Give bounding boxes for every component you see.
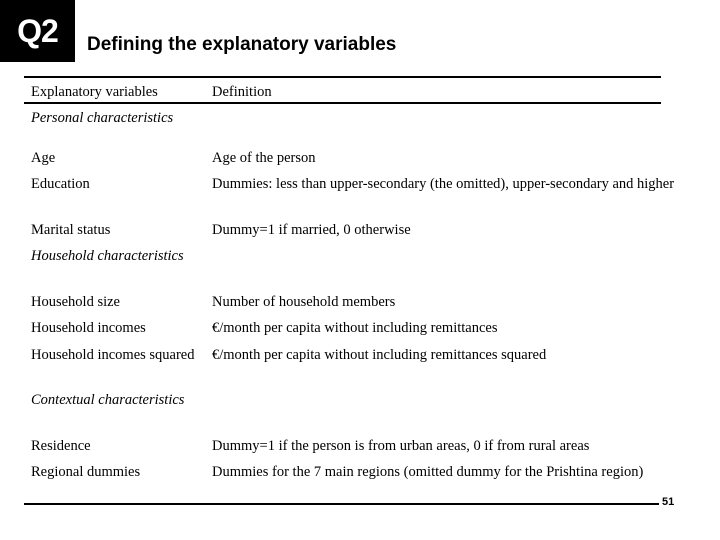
table-top-rule — [24, 76, 661, 78]
page-number: 51 — [662, 496, 675, 508]
definition-cell: Age of the person — [212, 150, 316, 166]
definition-cell: Dummies for the 7 main regions (omitted dummy for the Prishtina region) — [212, 464, 644, 480]
variable-cell: Residence — [31, 438, 91, 454]
definition-cell: Dummies: less than upper-secondary (the omitted), upper-secondary and higher — [212, 176, 675, 192]
section-label: Household characteristics — [31, 248, 184, 264]
definition-cell: €/month per capita without including remittances — [212, 320, 498, 336]
variable-cell: Marital status — [31, 222, 111, 238]
variable-cell: Regional dummies — [31, 464, 141, 480]
variable-cell: Household size — [31, 294, 120, 310]
slide-badge: Q2 — [0, 0, 75, 62]
variable-cell: Household incomes squared — [31, 347, 195, 363]
definition-cell: Dummy=1 if the person is from urban areas, 0 if from rural areas — [212, 438, 590, 454]
header-definition: Definition — [212, 84, 272, 100]
variable-cell: Household incomes — [31, 320, 146, 336]
definition-cell: Dummy=1 if married, 0 otherwise — [212, 222, 411, 238]
slide-title: Defining the explanatory variables — [87, 34, 397, 55]
header-explanatory-variables: Explanatory variables — [31, 84, 158, 100]
table-header-rule — [24, 102, 661, 104]
section-label: Contextual characteristics — [31, 392, 185, 408]
definition-cell: Number of household members — [212, 294, 396, 310]
variable-cell: Education — [31, 176, 90, 192]
definition-cell: €/month per capita without including remittances squared — [212, 347, 547, 363]
table-bottom-rule — [24, 503, 659, 505]
section-label: Personal characteristics — [31, 110, 174, 126]
variable-cell: Age — [31, 150, 56, 166]
